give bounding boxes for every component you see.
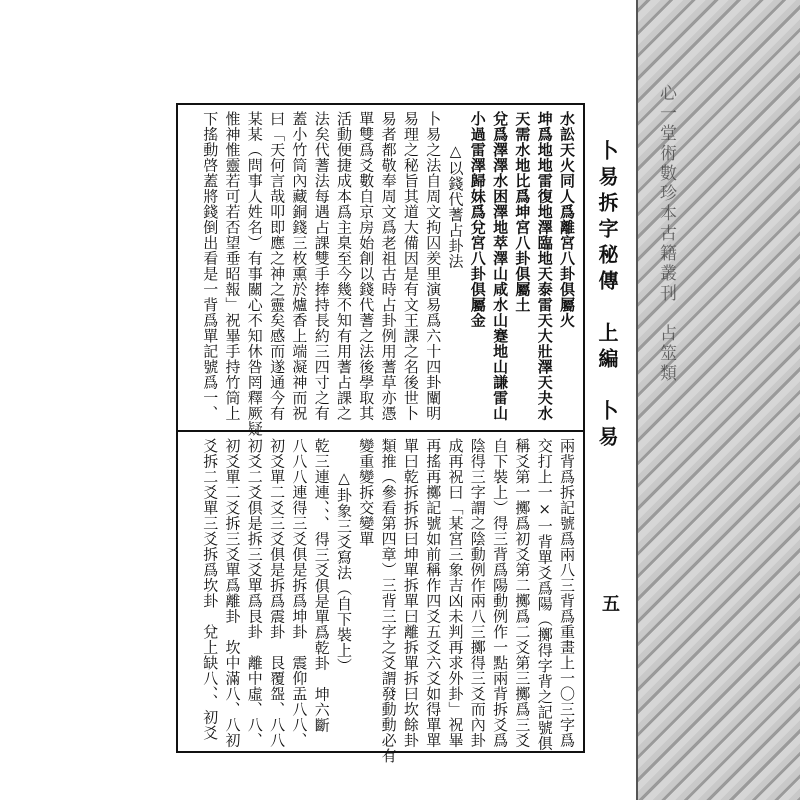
lower-text-column: 初爻單二爻三爻俱是拆爲震卦 艮覆盌、八八	[268, 438, 287, 748]
lower-text-column: 兩背爲拆記號爲兩八三背爲重畫上一〇三字爲	[558, 438, 576, 748]
upper-text-column: 單雙爲爻數自京房始創以錢代蓍之法後學取其	[357, 111, 376, 421]
upper-text-column: 曰「天何言哉叩即應之神之靈矣感而遂通今有	[268, 111, 287, 421]
lower-text-column: 變重變拆交變單	[357, 438, 376, 547]
upper-text-column: 活動便捷成本爲主臬至今幾不知有用蓍占課之	[335, 111, 353, 421]
upper-text-column: 天需水地比爲坤宮八卦俱屬土	[513, 111, 532, 313]
lower-text-column: △卦象三爻寫法（自下裝上）	[335, 438, 353, 674]
upper-text-column: 易理之秘旨其道大備因是有文王課之名後世卜	[401, 111, 420, 421]
lower-text-column: 初爻二爻俱是拆三爻單爲艮卦 離中虛、八、	[245, 438, 264, 748]
lower-text-column: 交打上一×一背單爻爲陽（擲得字背之記號俱	[535, 438, 554, 751]
book-cover-edge	[636, 0, 800, 800]
lower-text-column: 乾三連連、、、得三爻俱是單爲乾卦 坤六斷	[312, 438, 331, 733]
lower-text-column: 陰得三字謂之陰動例作兩八三擲得三爻而內卦	[468, 438, 487, 748]
section-divider	[176, 430, 585, 432]
spine-text: 心一堂術數珍本古籍叢刊 占筮類	[656, 84, 676, 384]
lower-text-column: 初爻單二爻拆三爻單爲離卦 坎中滿八、八初	[223, 438, 242, 748]
upper-text-column: 易者都敬奉周文爲老祖古時占卦例用蓍草亦憑	[379, 111, 398, 421]
lower-text-column: 再搖再擲記號如前稱作四爻五爻六爻如得單單	[424, 438, 443, 748]
upper-text-column: 坤爲地地雷復地澤臨地天泰雷天大壯澤天夬水	[535, 111, 554, 421]
lower-text-column: 成再祝曰「某宮三象吉凶未判再求外卦」祝畢	[446, 438, 465, 748]
lower-text-column: 稱爻第一擲爲初爻第二擲爲二爻第三擲爲三爻	[513, 438, 532, 748]
page-number: 五	[599, 594, 620, 612]
upper-text-column: 水訟天火同人爲離宮八卦俱屬火	[558, 111, 576, 328]
upper-text-column: 某某（問事人姓名）有事關心不知休咎罔釋厥疑	[245, 111, 264, 437]
lower-text-column: 八八八連得三爻俱是拆爲坤卦 震仰盂八八、	[290, 438, 309, 748]
lower-text-column: 單曰乾拆拆拆曰坤單拆單曰離拆單拆曰坎餘卦	[401, 438, 420, 748]
lower-text-column: 自下裝上）得三背爲陽動例作一點兩背拆爻爲	[491, 438, 510, 748]
upper-text-column: 下搖動啓蓋將錢倒出看是一背爲單記號爲一、	[201, 111, 220, 421]
upper-text-column: 蓋小竹筒內藏銅錢三枚熏於爐香上端凝神而祝	[290, 111, 309, 421]
upper-text-column: 兌爲澤澤水困澤地萃澤山咸水山蹇地山謙雷山	[491, 111, 510, 421]
upper-text-column: △以錢代蓍占卦法	[446, 111, 465, 269]
upper-text-column: 法矣代蓍法每遇占課雙手捧持長約三四寸之有	[312, 111, 331, 421]
upper-text-column: 惟神惟靈若可若否望垂昭報」祝畢手持竹筒上	[223, 111, 242, 421]
lower-text-column: 爻拆二爻單三爻拆爲坎卦 兌上缺八、、初爻	[201, 438, 220, 741]
upper-text-column: 小過雷澤歸妹爲兌宮八卦俱屬金	[468, 111, 487, 328]
lower-text-column: 類推（參看第四章）三背三字之爻謂發動動必有	[379, 438, 398, 764]
upper-text-column: 卜易之法自周文拘囚羑里演易爲六十四卦闡明	[424, 111, 443, 421]
page-header-title: 卜易拆字秘傳 上編 卜易	[595, 140, 619, 452]
